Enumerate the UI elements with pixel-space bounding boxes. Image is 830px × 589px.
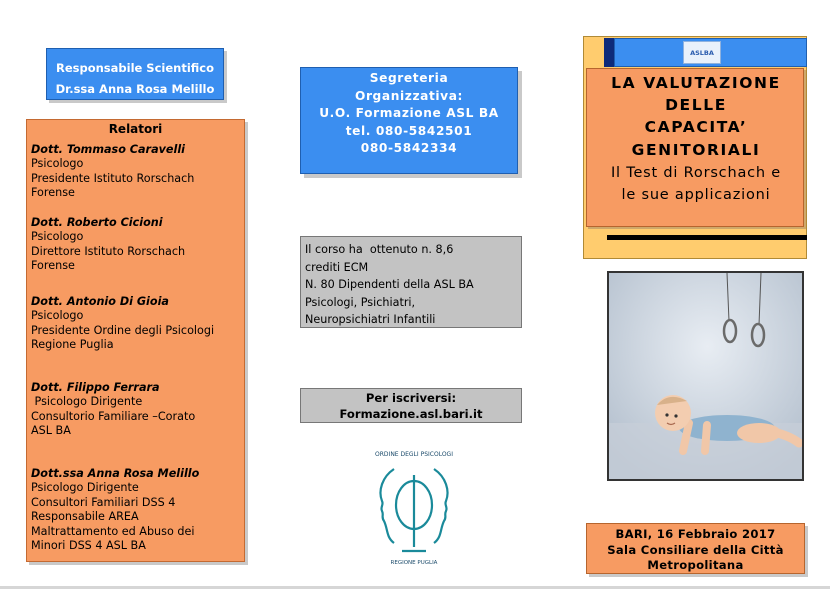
- corso-line: Psicologi, Psichiatri,: [305, 295, 416, 309]
- relatore-name: Dott. Roberto Cicioni: [31, 215, 163, 229]
- corso-line: N. 80 Dipendenti della ASL BA: [305, 278, 474, 292]
- segreteria-phone: tel. 080-5842501: [345, 123, 473, 138]
- corso-line: Il corso ha ottenuto n. 8,6: [305, 243, 454, 256]
- subtitle-line: Il Test di Rorschach e: [610, 165, 782, 181]
- asl-ba-logo: ASLBA: [683, 41, 721, 64]
- relatore-line: Responsabile AREA: [31, 510, 139, 523]
- relatore-line: Psicologo Dirigente: [31, 395, 143, 408]
- relatore-line: Minori DSS 4 ASL BA: [31, 539, 146, 552]
- main-title-line: LA VALUTAZIONE: [611, 74, 781, 92]
- relatore-line: Forense: [31, 186, 75, 199]
- relatore-line: Forense: [31, 259, 75, 272]
- iscrizione-box: [300, 388, 522, 423]
- corso-line: Neuropsichiatri Infantili: [305, 313, 436, 327]
- main-title-line: DELLE: [665, 96, 727, 114]
- relatore-item: [31, 467, 240, 554]
- relatore-name: Dott. Filippo Ferrara: [31, 380, 160, 394]
- iscrizione-title: Per iscriversi:: [365, 391, 457, 405]
- ordine-logo-top-text: ORDINE DEGLI PSICOLOGI: [375, 451, 453, 458]
- ordine-logo-bottom-text: REGIONE PUGLIA: [390, 560, 438, 566]
- relatore-line: Presidente Ordine degli Psicologi: [31, 323, 215, 337]
- ordine-psicologi-logo: [364, 447, 464, 567]
- relatore-item: [31, 143, 240, 201]
- relatore-item: [31, 381, 240, 439]
- iscrizione-link[interactable]: Formazione.asl.bari.it: [339, 407, 483, 421]
- relatore-line: Consultorio Familiare –Corato: [31, 409, 196, 423]
- relatore-item: [31, 216, 240, 274]
- relatore-line: Psicologo: [31, 230, 84, 243]
- main-title-line: CAPACITA’: [644, 118, 748, 136]
- relatore-line: Psicologo: [31, 309, 84, 322]
- event-box: [586, 523, 805, 574]
- subtitle-line: le sue applicazioni: [621, 187, 771, 203]
- responsabile-title: Responsabile Scientifico: [55, 61, 215, 75]
- relatore-line: Direttore Istituto Rorschach: [31, 244, 186, 258]
- relatori-title: Relatori: [108, 122, 163, 136]
- segreteria-box: [300, 67, 518, 174]
- segreteria-phone: 080-5842334: [360, 141, 458, 155]
- relatore-line: Psicologo Dirigente: [31, 481, 139, 494]
- relatori-box: [26, 119, 245, 562]
- segreteria-line: Segreteria: [369, 71, 449, 85]
- divider-bar: [607, 235, 807, 240]
- corso-line: crediti ECM: [305, 260, 369, 274]
- relatore-name: Dott.ssa Anna Rosa Melillo: [31, 466, 200, 480]
- main-title-line: GENITORIALI: [631, 141, 761, 159]
- title-band-accent: [604, 38, 614, 67]
- responsabile-box: [46, 48, 224, 100]
- corso-box: [300, 236, 522, 328]
- baby-pushup-photo: [607, 271, 804, 481]
- segreteria-line: Organizzativa:: [354, 88, 464, 103]
- relatore-line: Psicologo: [31, 157, 84, 170]
- event-date: BARI, 16 Febbraio 2017: [615, 527, 776, 541]
- event-venue: Metropolitana: [647, 558, 744, 572]
- relatore-item: [31, 295, 240, 353]
- relatore-line: ASL BA: [31, 424, 71, 437]
- relatore-line: Presidente Istituto Rorschach: [31, 171, 195, 185]
- segreteria-line: U.O. Formazione ASL BA: [319, 106, 499, 120]
- relatore-line: Regione Puglia: [31, 338, 114, 351]
- event-venue: Sala Consiliare della Città: [607, 542, 784, 557]
- relatore-line: Consultori Familiari DSS 4: [31, 495, 176, 509]
- relatore-name: Dott. Tommaso Caravelli: [31, 142, 186, 156]
- title-box: [586, 68, 804, 227]
- responsabile-name: Dr.ssa Anna Rosa Melillo: [55, 82, 215, 96]
- relatore-line: Maltrattamento ed Abuso dei: [31, 524, 195, 538]
- relatore-name: Dott. Antonio Di Gioia: [31, 294, 169, 308]
